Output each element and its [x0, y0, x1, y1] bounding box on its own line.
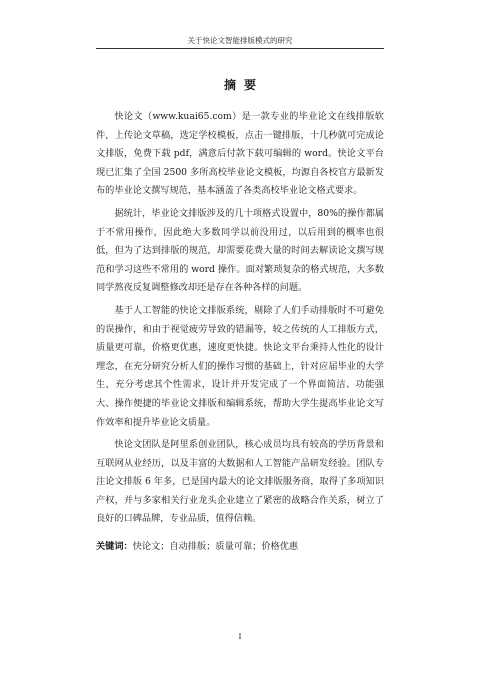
header-rule	[96, 48, 384, 49]
abstract-paragraph-2: 据统计，毕业论文排版涉及的几十项格式设置中，80%的操作都属于不常用操作，因此绝大多数同学以前没用过，以后用到的概率也很低，但为了达到排版的规范，却需要花费大量的时间去解读论文撰写规范和学习这些不常用的 word 操作。面对繁琐复杂的格式规范，大多数同学熬夜反复调整修改却还是存在各种各样的问题。	[96, 207, 384, 294]
abstract-body	[96, 108, 384, 533]
keywords-value: 快论文；自动排版；质量可靠；价格优惠	[132, 541, 299, 552]
page-number: I	[238, 632, 242, 641]
abstract-paragraph-4: 快论文团队是阿里系创业团队，核心成员均具有较高的学历背景和互联网从业经历，以及丰富的大数据和人工智能产品研发经验。团队专注论文排版 6 年多，已是国内最大的论文排版服务商，取得了多项知识产权，并与多家相关行业龙头企业建立了紧密的战略合作关系，树立了良好的口碑品牌，专业品质，值得信赖。	[96, 439, 384, 525]
keywords-label: 关键词：	[96, 541, 133, 552]
keywords-line	[96, 540, 384, 554]
abstract-title: 摘要	[223, 78, 264, 92]
running-header: 关于快论文智能排版模式的研究	[187, 36, 293, 45]
abstract-paragraph-1: 快论文（www.kuai65.com）是一款专业的毕业论文在线排版软件，上传论文草稿，选定学校模板，点击一键排版，十几秒就可完成论文排版，免费下载 pdf，满意后付款下载可编辑的 word。快论文平台现已汇集了全国 2500 多所高校毕业论文模板，均源自各校官方最新发布的毕业论文撰写规范，基本涵盖了各类高校毕业论文格式要求。	[96, 111, 384, 197]
abstract-paragraph-3: 基于人工智能的快论文排版系统，剔除了人们手动排版时不可避免的误操作，和由于视觉疲劳导致的错漏等，较之传统的人工排版方式，质量更可靠，价格更优惠，速度更快捷。快论文平台秉持人性化的设计理念，在充分研究分析人们的操作习惯的基础上，针对应届毕业的大学生，充分考虑其个性需求，设计并开发完成了一个界面简洁、功能强大、操作便捷的毕业论文排版和编辑系统，帮助大学生提高毕业论文写作效率和提升毕业论文质量。	[96, 304, 384, 428]
